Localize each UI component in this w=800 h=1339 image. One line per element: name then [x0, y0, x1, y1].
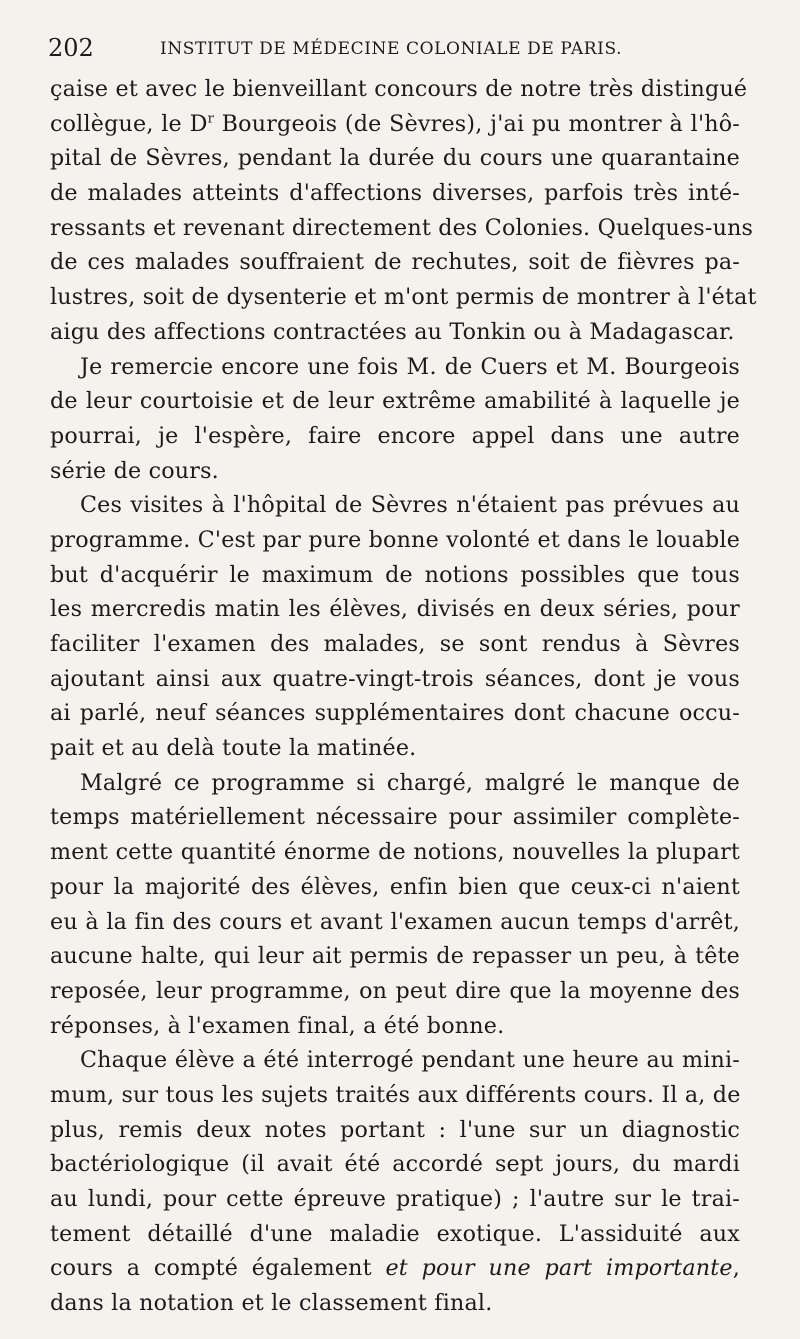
text-line: ai parlé, neuf séances supplémentaires dont chacune occu-	[50, 700, 740, 727]
text-line: reposée, leur programme, on peut dire que la moyenne des	[50, 977, 740, 1004]
text-line: pourrai, je l'espère, faire encore appel dans une autre	[50, 422, 740, 449]
page-number: 202	[48, 34, 94, 62]
text-line: les mercredis matin les élèves, divisés en deux séries, pour	[50, 596, 740, 623]
text-line: aucune halte, qui leur ait permis de repasser un peu, à tête	[50, 943, 740, 970]
text-line: réponses, à l'examen final, a été bonne.	[50, 1012, 505, 1039]
text-line: de malades atteints d'affections diverses, parfois très inté-	[50, 180, 740, 207]
paragraph-start: Chaque élève a été interrogé pendant une heure au mini-	[80, 1047, 740, 1074]
text-line: pital de Sèvres, pendant la durée du cours une quarantaine	[50, 145, 740, 172]
text-line: de ces malades souffraient de rechutes, soit de fièvres pa-	[50, 249, 740, 276]
text-line: aigu des affections contractées au Tonkin ou à Madagascar.	[50, 318, 735, 345]
italic-emphasis: et pour une part importante	[385, 1255, 733, 1282]
text-line: dans la notation et le classement final.	[50, 1290, 493, 1317]
text-line: de leur courtoisie et de leur extrême amabilité à laquelle je	[50, 388, 740, 415]
text-line: tement détaillé d'une maladie exotique. L'assiduité aux	[50, 1220, 740, 1247]
text-line: mum, sur tous les sujets traités aux différents cours. Il a, de	[50, 1081, 741, 1108]
text-line: au lundi, pour cette épreuve pratique) ; l'autre sur le trai-	[50, 1186, 740, 1212]
text-line: pait et au delà toute la matinée.	[50, 735, 417, 762]
text-line: lustres, soit de dysenterie et m'ont permis de montrer à l'état	[50, 284, 757, 311]
text-line: ressants et revenant directement des Colonies. Quelques-uns	[50, 214, 754, 241]
running-header	[48, 34, 760, 64]
text-line: série de cours.	[50, 457, 219, 484]
text-line: ajoutant ainsi aux quatre-vingt-trois séances, dont je vous	[50, 665, 740, 692]
text-line: plus, remis deux notes portant : l'une sur un diagnostic	[50, 1116, 740, 1143]
text-line: programme. C'est par pure bonne volonté et dans le louable	[50, 526, 741, 553]
body-text	[50, 72, 757, 1321]
paragraph-start: Ces visites à l'hôpital de Sèvres n'étaient pas prévues au	[80, 492, 740, 519]
paragraph-start: Je remercie encore une fois M. de Cuers et M. Bourgeois	[80, 353, 740, 380]
superscript: r	[207, 111, 214, 127]
paragraph-start: Malgré ce programme si chargé, malgré le manque de	[80, 769, 740, 796]
text-line: ment cette quantité énorme de notions, nouvelles la plupart	[50, 839, 740, 866]
text-line: eu à la fin des cours et avant l'examen aucun temps d'arrêt,	[50, 908, 740, 935]
text-line: çaise et avec le bienveillant concours de notre très distingué	[50, 76, 748, 102]
text-line: temps matériellement nécessaire pour assimiler complète-	[50, 804, 740, 831]
text-line: faciliter l'examen des malades, se sont rendus à Sèvres	[50, 631, 740, 657]
text-line: collègue, le $D^r$ Bourgeois (de Sèvres), j'ai pu montrer à l'hô-	[50, 110, 740, 137]
running-title: INSTITUT DE MÉDECINE COLONIALE DE PARIS.	[160, 39, 623, 59]
text-line: but d'acquérir le maximum de notions possibles que tous	[50, 561, 740, 588]
text-line: cours a compté également et pour une part importante,	[50, 1255, 740, 1282]
text-line: pour la majorité des élèves, enfin bien que ceux-ci n'aient	[50, 873, 740, 900]
text-line: bactériologique (il avait été accordé sept jours, du mardi	[50, 1151, 740, 1178]
